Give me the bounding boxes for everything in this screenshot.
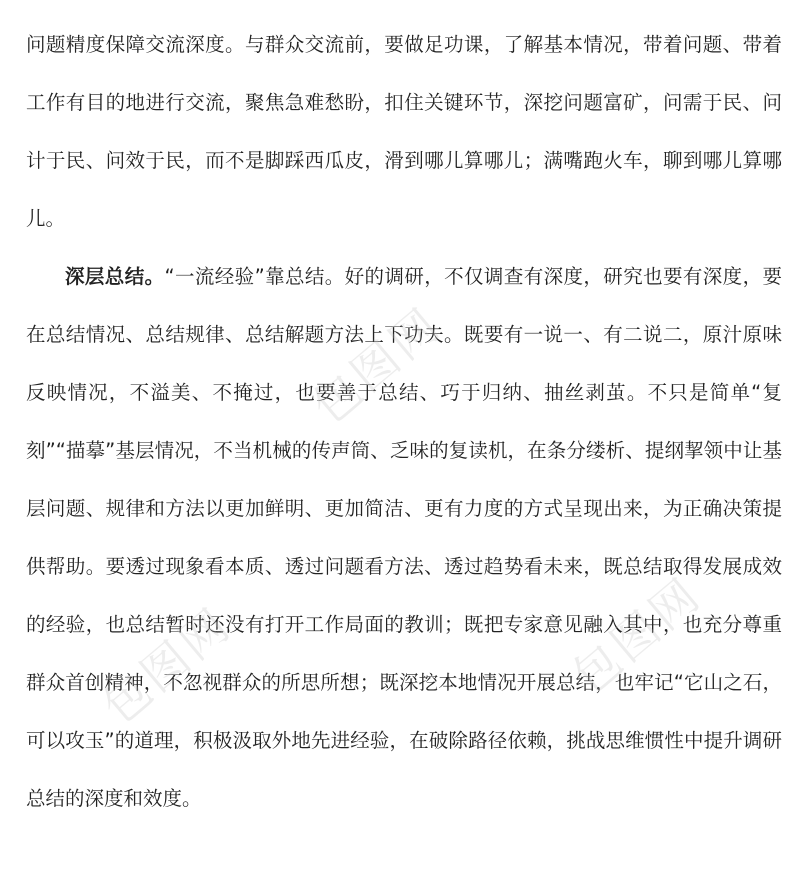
watermark-logo: 包图网 [302,296,452,435]
paragraph-2 [26,248,782,828]
paragraph-2-body: “一流经验”靠总结。好的调研，不仅调查有深度，研究也要有深度，要在总结情况、总结规律、总结解题方法上下功夫。既要有一说一、有二说二，原汁原味反映情况，不溢美、不掩过，也要善于总结、巧于归纳、抽丝剥茧。不只是简单“复刻”“描摹”基层情况，不当机械的传声筒、乏味的复读机，在条分缕析、提纲挈领中让基层问题、规律和方法以更加鲜明、更加简洁、更有力度的方式呈现出来，为正确决策提供帮助。要透过现象看本质、透过问题看方法、透过趋势看未来，既总结取得发展成效的经验，也总结暂时还没有打开工作局面的教训；既把专家意见融入其中，也充分尊重群众首创精神，不忽视群众的所思所想；既深挖本地情况开展总结，也牢记“它山之石，可以攻玉”的道理，积极汲取外地先进经验，在破除路径依赖，挑战思维惯性中提升调研总结的深度和效度。 [26,265,782,810]
document-body [26,16,782,828]
watermark-logo: 包图网 [562,566,712,705]
paragraph-2-lead: 深层总结。 [65,265,165,288]
paragraph-1: 问题精度保障交流深度。与群众交流前，要做足功课，了解基本情况，带着问题、带着工作有目的地进行交流，聚焦急难愁盼，扣住关键环节，深挖问题富矿，问需于民、问计于民、问效于民，而不是脚踩西瓜皮，滑到哪儿算哪儿；满嘴跑火车，聊到哪儿算哪儿。 [26,33,782,230]
watermark-logo: 包图网 [92,596,242,735]
